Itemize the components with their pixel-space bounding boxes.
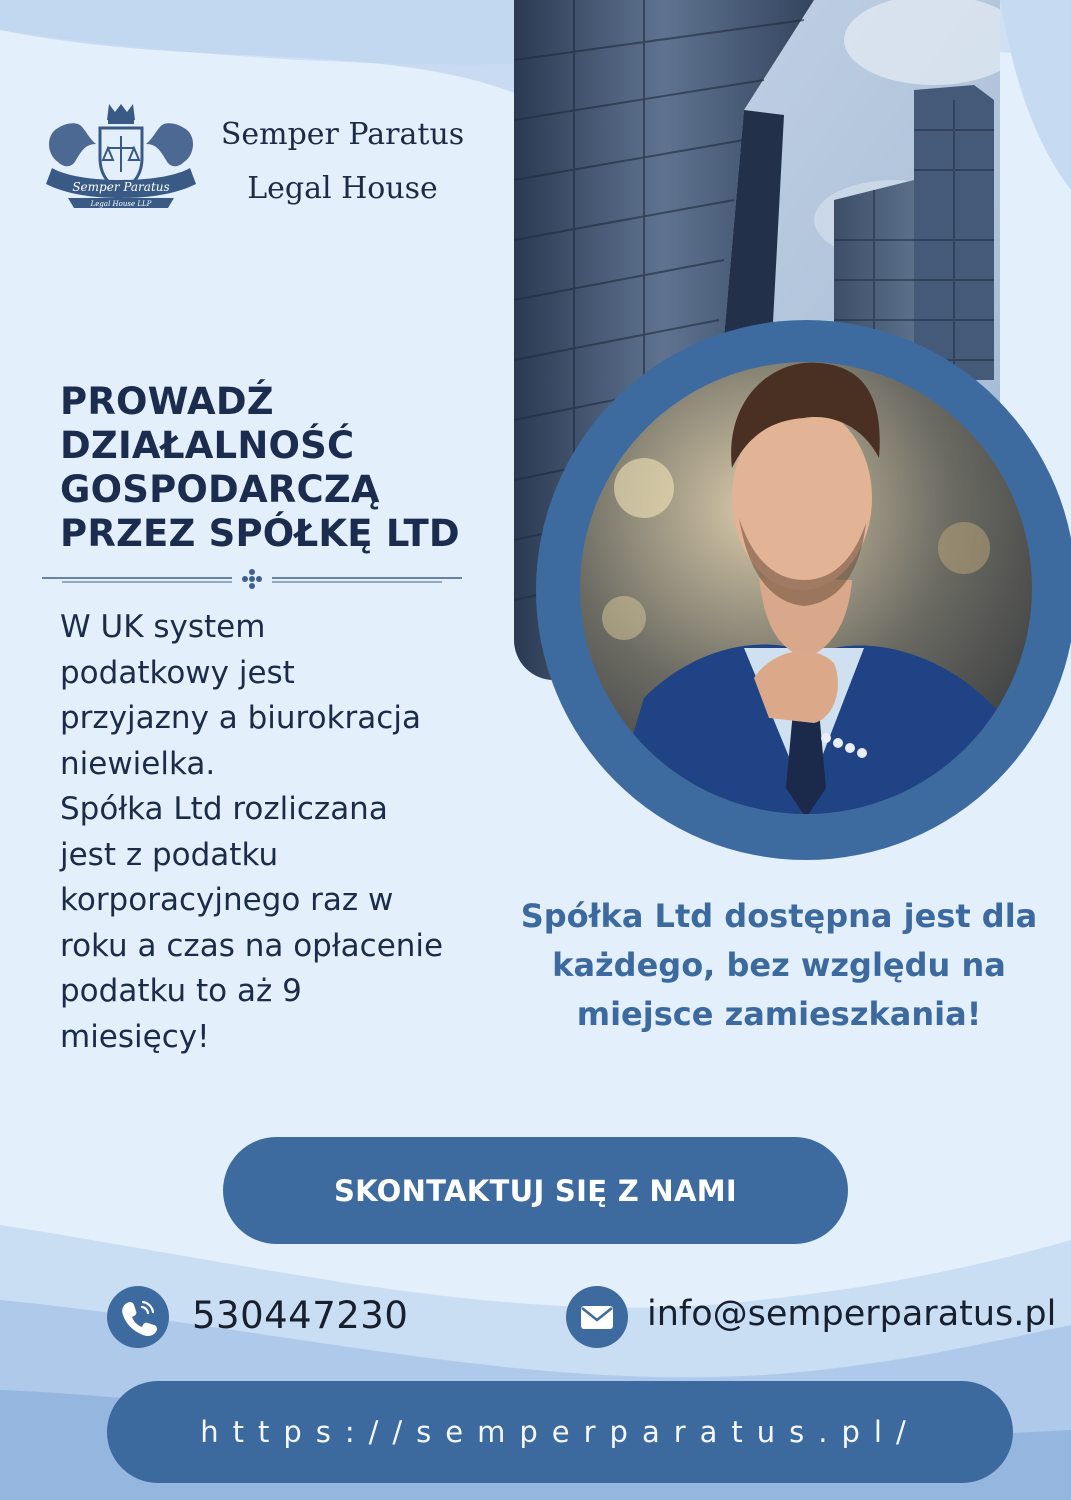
brand-name-line1: Semper Paratus bbox=[220, 117, 465, 152]
tagline-line2: każdego, bez względu na bbox=[552, 946, 1006, 984]
headline bbox=[60, 380, 500, 556]
website-link[interactable] bbox=[107, 1381, 1013, 1483]
headline-line3: GOSPODARCZĄ bbox=[60, 468, 380, 511]
body-line: podatku to aż 9 bbox=[60, 973, 302, 1009]
headline-line2: DZIAŁALNOŚĆ bbox=[60, 424, 355, 467]
body-line: roku a czas na opłacenie bbox=[60, 927, 444, 964]
email-address[interactable]: info@semperparatus.pl bbox=[647, 1294, 1057, 1334]
tagline-line1: Spółka Ltd dostępna jest dla bbox=[520, 897, 1038, 935]
brand-name bbox=[210, 108, 475, 216]
phone-number[interactable]: 530447230 bbox=[192, 1294, 409, 1337]
body-line: korporacyjnego raz w bbox=[60, 882, 394, 918]
body-text bbox=[60, 605, 500, 1060]
phone-icon[interactable] bbox=[107, 1286, 169, 1348]
body-line: miesięcy! bbox=[60, 1018, 210, 1055]
headline-line4: PRZEZ SPÓŁKĘ LTD bbox=[60, 512, 460, 555]
logo-subtext: Legal House LLP bbox=[90, 200, 152, 208]
body-line: Spółka Ltd rozliczana bbox=[60, 791, 388, 827]
ornament-divider bbox=[42, 566, 462, 590]
body-line: W UK system bbox=[60, 609, 266, 645]
body-line: jest z podatku bbox=[60, 836, 279, 873]
body-line: przyjazny a biurokracja bbox=[60, 700, 421, 736]
brand-name-line2: Legal House bbox=[247, 171, 438, 206]
body-line: podatkowy jest bbox=[60, 654, 295, 691]
headline-line1: PROWADŹ bbox=[60, 380, 274, 423]
tagline bbox=[505, 892, 1053, 1039]
crest-logo bbox=[38, 98, 204, 228]
body-line: niewielka. bbox=[60, 745, 216, 782]
tagline-line3: miejsce zamieszkania! bbox=[576, 995, 982, 1033]
logo-text: Semper Paratus bbox=[72, 180, 170, 194]
contact-us-button[interactable]: SKONTAKTUJ SIĘ Z NAMI bbox=[223, 1137, 848, 1244]
website-url[interactable]: https://semperparatus.pl/ bbox=[200, 1415, 920, 1449]
portrait-photo bbox=[534, 318, 1071, 863]
envelope-icon[interactable] bbox=[566, 1286, 628, 1348]
